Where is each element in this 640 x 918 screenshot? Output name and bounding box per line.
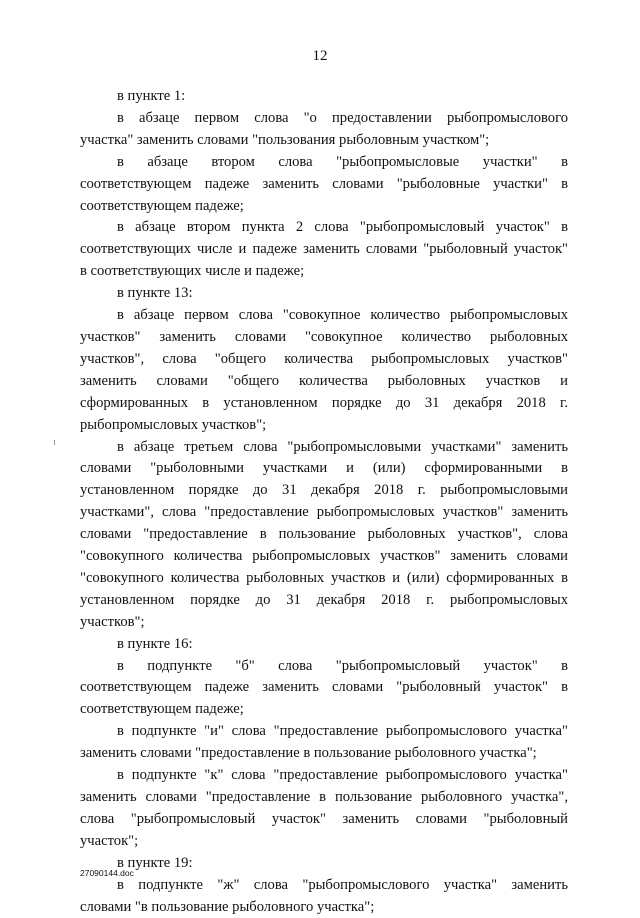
text-line: установленном порядке до 31 декабря 2018 г. рыбопромысловыми <box>80 482 568 499</box>
text-line: в абзаце первом слова "совокупное количество рыбопромысловых <box>117 307 568 324</box>
text-line: участков", слова "общего количества рыбопромысловых участков" <box>80 350 568 367</box>
scan-mark <box>54 440 55 445</box>
text-line: сформированных в установленном порядке до 31 декабря 2018 г. <box>80 394 568 411</box>
text-line: в пункте 1: <box>117 88 186 104</box>
text-line: словами "в пользование рыболовного участка"; <box>80 898 375 915</box>
text-line: "совокупного количества рыбопромысловых участков" заменить словами <box>80 548 568 565</box>
text-line: в абзаце первом слова "о предоставлении рыбопромыслового <box>117 109 568 126</box>
text-line: установленном порядке до 31 декабря 2018 г. рыбопромысловых <box>80 591 568 608</box>
text-line: в абзаце втором пункта 2 слова "рыбопромысловый участок" в <box>117 219 568 236</box>
text-line: в абзаце третьем слова "рыбопромысловыми участками" заменить <box>117 438 568 455</box>
text-line: в абзаце втором слова "рыбопромысловые участки" в <box>117 153 568 170</box>
text-line: "совокупного количества рыболовных участков и (или) сформированных в <box>80 569 568 586</box>
text-line: соответствующем падеже заменить словами "рыболовные участки" в <box>80 175 568 192</box>
text-line: заменить словами "предоставление в пользование рыболовного участка"; <box>80 745 537 762</box>
text-line: слова "рыбопромысловый участок" заменить словами "рыболовный <box>80 810 568 827</box>
text-line: заменить словами "предоставление в пользование рыболовного участка", <box>80 789 568 805</box>
text-line: участков"; <box>80 613 145 630</box>
document-body <box>80 86 568 918</box>
text-line: участками", слова "предоставление рыбопромысловых участков" заменить <box>80 504 568 521</box>
text-line: участков" заменить словами "совокупное количество рыболовных <box>80 328 568 345</box>
text-line: в подпункте "и" слова "предоставление рыбопромыслового участка" <box>117 723 568 740</box>
text-line: соответствующем падеже; <box>80 197 244 214</box>
page-number: 12 <box>312 48 328 64</box>
text-line: заменить словами "общего количества рыболовных участков и <box>80 372 568 389</box>
text-line: соответствующих числе и падеже заменить словами "рыболовный участок" <box>80 241 568 258</box>
footer-filename: 27090144.doc <box>80 868 134 878</box>
text-line: словами "предоставление в пользование рыболовных участков", слова <box>80 526 568 543</box>
text-line: рыбопромысловых участков"; <box>80 416 267 433</box>
text-line: соответствующем падеже заменить словами "рыболовный участок" в <box>80 679 568 696</box>
text-line: в подпункте "к" слова "предоставление рыбопромыслового участка" <box>117 767 568 784</box>
text-line: в подпункте "б" слова "рыбопромысловый участок" в <box>117 657 568 674</box>
text-line: участка" заменить словами "пользования рыболовным участком"; <box>80 131 490 148</box>
text-line: в подпункте "ж" слова "рыбопромыслового участка" заменить <box>117 876 568 893</box>
text-line: в пункте 16: <box>117 635 193 652</box>
text-line: в пункте 13: <box>117 285 193 302</box>
text-line: участок"; <box>80 832 139 849</box>
text-line: в соответствующих числе и падеже; <box>80 263 305 280</box>
text-line: словами "рыболовными участками и (или) сформированными в <box>80 460 568 477</box>
text-line: соответствующем падеже; <box>80 701 244 718</box>
text-line: в пункте 19: <box>117 854 193 871</box>
